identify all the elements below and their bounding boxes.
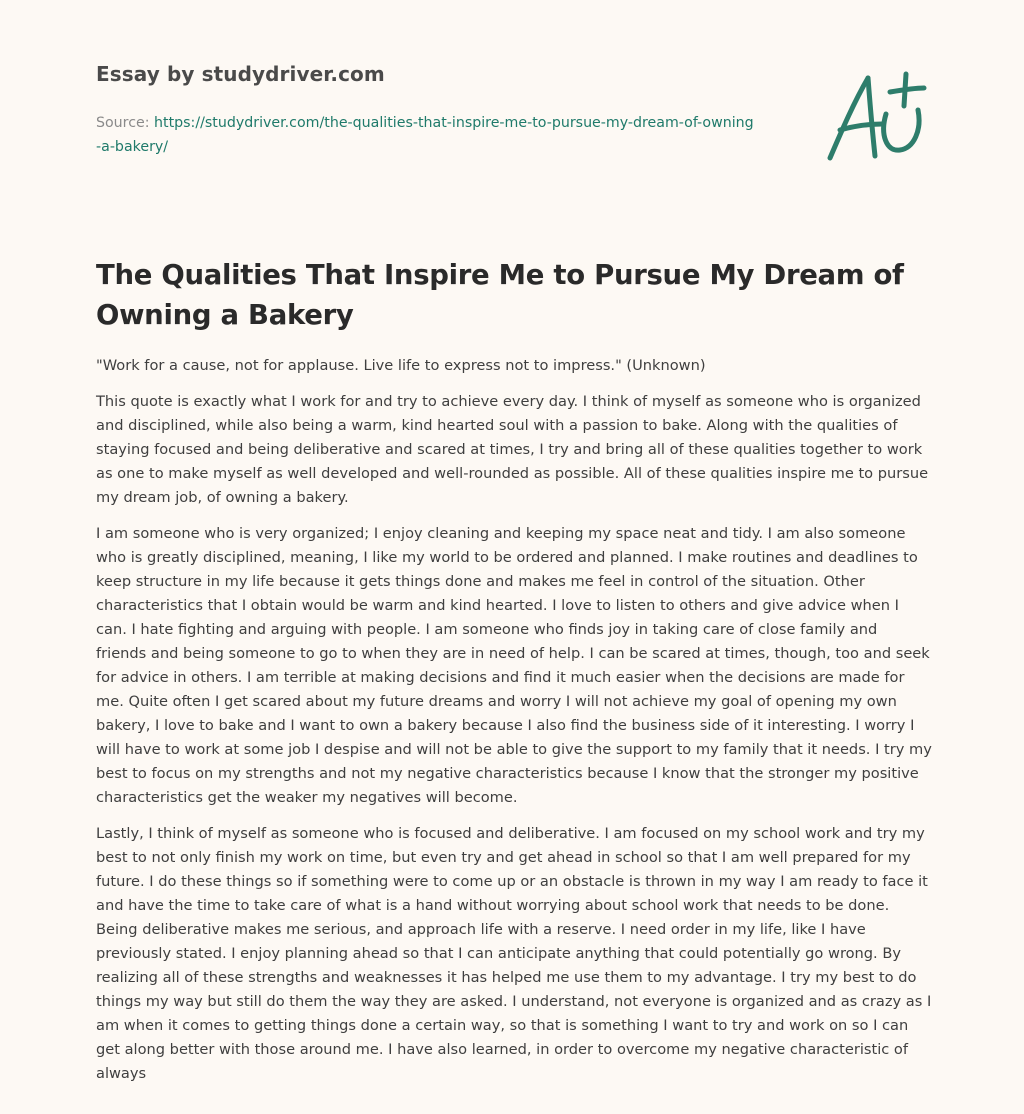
essay-paragraph: This quote is exactly what I work for and try to achieve every day. I think of myself as someone who is organized and disciplined, while also being a warm, kind hearted soul with a passion to bake. Along with the qualities of staying focused and being deliberative and scared at times, I try and bring all of these qualities together to work as one to make myself as well developed and well-rounded as possible. All of these qualities inspire me to pursue my dream job, of owning a bakery. <box>96 393 929 506</box>
a-plus-grade-icon <box>820 64 930 168</box>
essay-paragraph: I am someone who is very organized; I enjoy cleaning and keeping my space neat and tidy. I am also someone who is greatly disciplined, meaning, I like my world to be ordered and planned. I make routines and deadlines to keep structure in my life because it gets things done and makes me feel in control of the situation. Other characteristics that I obtain would be warm and kind hearted. I love to listen to others and give advice when I can. I hate fighting and arguing with people. I am someone who finds joy in taking care of close family and friends and being someone to go to when they are in need of help. I can be scared at times, though, too and seek for advice in others. I am terrible at making decisions and find it much easier when the decisions are made for me. Quite often I get scared about my future dreams and worry I will not achieve my goal of opening my own bakery, I love to bake and I want to own a bakery because I also find the business side of it interesting. I worry I will have to work at some job I despise and will not be able to give the support to my family that it needs. I try my best to focus on my strengths and not my negative characteristics because I know that the stronger my positive characteristics get the weaker my negatives will become. <box>96 525 932 806</box>
essay-paragraph: "Work for a cause, not for applause. Live life to express not to impress." (Unknown) <box>96 357 706 374</box>
essay-paragraph: Lastly, I think of myself as someone who is focused and deliberative. I am focused on my school work and try my best to not only finish my work on time, but even try and get ahead in school so that I am well prepared for my future. I do these things so if something were to come up or an obstacle is thrown in my way I am ready to face it and have the time to take care of what is a hand without worrying about school work that needs to be done. Being deliberative makes me serious, and approach life with a reserve. I need order in my life, like I have previously stated. I enjoy planning ahead so that I can anticipate anything that could potentially go wrong. By realizing all of these strengths and weaknesses it has helped me use them to my advantage. I try my best to do things my way but still do them the way they are asked. I understand, not everyone is organized and as crazy as I am when it comes to getting things done a certain way, so that is something I want to try and work on so I can get along better with those around me. I have also learned, in order to overcome my negative characteristic of always <box>96 825 932 1082</box>
page-header <box>96 62 796 159</box>
source-link[interactable]: https://studydriver.com/the-qualities-that-inspire-me-to-pursue-my-dream-of-owning-a-bakery/ <box>96 115 754 155</box>
site-title: Essay by studydriver.com <box>96 62 385 86</box>
source-line <box>96 111 756 159</box>
essay-title: The Qualities That Inspire Me to Pursue My Dream of Owning a Bakery <box>96 259 904 331</box>
source-label: Source: <box>96 115 150 131</box>
essay-body <box>96 354 932 1098</box>
